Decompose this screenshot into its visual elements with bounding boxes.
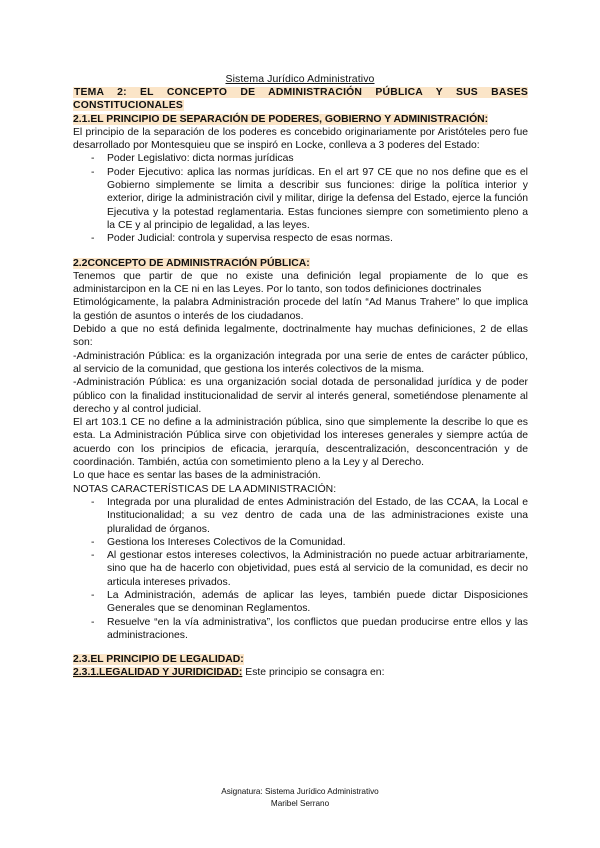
footer-subject: Asignatura: Sistema Jurídico Administrativo — [221, 787, 379, 796]
section-2-1-heading — [73, 113, 528, 126]
section-2-3-heading — [73, 653, 528, 666]
list-item: - Integrada por una pluralidad de entes Administración del Estado, de las CCAA, la Local e Institucionalidad; a su vez dentro de cada una de las administraciones existe una pluralidad de órganos. — [73, 496, 528, 536]
section-2-1-intro: El principio de la separación de los poderes es concebido originariamente por Aristóteles pero fue desarrollado por Montesquieu que se inspiró en Locke, conlleva a 3 poderes del Estado: — [73, 126, 528, 152]
section-2-3-heading-text: 2.3.EL PRINCIPIO DE LEGALIDAD: — [73, 654, 244, 666]
paragraph: -Administración Pública: es una organización social dotada de personalidad jurídica y de poder público con la finalidad institucionalidad de servir al interés general, sometiéndose plenamente al derecho y al control judicial. — [73, 377, 528, 415]
powers-list — [73, 152, 528, 245]
paragraph: El art 103.1 CE no define a la administración pública, sino que simplemente la describe lo que es esta. La Administración Pública sirve con objetividad los intereses generales y siempre actúa de acuerdo con los principios de eficacia, jerarquía, descentralización, desconcentración y de coordinación. También, actúa con sometimiento pleno a la Ley y al Derecho. — [73, 417, 528, 469]
section-2-2-heading-text: 2.2CONCEPTO DE ADMINISTRACIÓN PÚBLICA: — [73, 257, 310, 269]
document-body — [73, 86, 528, 680]
section-2-3-1-text: Este principio se consagra en: — [242, 667, 385, 679]
paragraph: -Administración Pública: es la organización integrada por una serie de entes de carácter público, al servicio de la comunidad, que gestiona los interés colectivos de la misma. — [73, 350, 528, 375]
list-item: - Poder Legislativo: dicta normas jurídicas — [73, 152, 528, 165]
paragraph: Debido a que no está definida legalmente, doctrinalmente hay muchas definiciones, 2 de ellas son: — [73, 324, 528, 349]
list-item: - La Administración, además de aplicar las leyes, también puede dictar Disposiciones Generales que se denominan Reglamentos. — [73, 589, 528, 616]
topic-title-text: TEMA 2: EL CONCEPTO DE ADMINISTRACIÓN PÚBLICA Y SUS BASES CONSTITUCIONALES — [73, 87, 528, 112]
document-header-title: Sistema Jurídico Administrativo — [225, 73, 375, 85]
list-item: - Al gestionar estos intereses colectivos, la Administración no puede actuar arbitrariamente, sino que ha de hacerlo con objetividad, pues está al servicio de la comunidad, es decir no articula intereses privados. — [73, 549, 528, 589]
topic-title — [73, 86, 528, 113]
footer-author: Maribel Serrano — [270, 799, 330, 808]
list-item: - Gestiona los Intereses Colectivos de la Comunidad. — [73, 536, 528, 549]
paragraph: Lo que hace es sentar las bases de la administración. — [73, 470, 321, 482]
section-2-1-heading-text: 2.1.EL PRINCIPIO DE SEPARACIÓN DE PODERES, GOBIERNO Y ADMINISTRACIÓN: — [73, 113, 489, 125]
section-2-3-1-line — [73, 666, 528, 679]
notes-list — [73, 496, 528, 642]
section-2-3-1-heading: 2.3.1.LEGALIDAD Y JURIDICIDAD: — [73, 667, 243, 679]
notes-heading: NOTAS CARACTERÍSTICAS DE LA ADMINISTRACIÓN: — [73, 483, 337, 495]
list-item: - Resuelve “en la vía administrativa”, los conflictos que puedan producirse entre ellos y las administraciones. — [73, 616, 528, 643]
document-footer — [0, 786, 600, 810]
paragraph: Etimológicamente, la palabra Administración procede del latín “Ad Manus Trahere” lo que implica la gestión de asuntos o interés de los ciudadanos. — [73, 297, 528, 322]
list-item: - Poder Judicial: controla y supervisa respecto de esas normas. — [73, 232, 528, 245]
list-item: - Poder Ejecutivo: aplica las normas jurídicas. En el art 97 CE que no nos define que es el Gobierno simplemente se limita a describir sus funciones: dirige la política interior y exterior, dirige la administración civil y militar, dirige la defensa del Estado, ejerce la función Ejecutiva y la potestad reglamentaria. Estas funciones siempre con sometimiento pleno a la CE y al principio de legalidad, a las leyes. — [73, 166, 528, 232]
section-2-2-heading — [73, 257, 528, 270]
paragraph: Tenemos que partir de que no existe una definición legal propiamente de lo que es administarcipon en la CE ni en las Leyes. Por lo tanto, son todos definiciones doctrinales — [73, 270, 528, 296]
